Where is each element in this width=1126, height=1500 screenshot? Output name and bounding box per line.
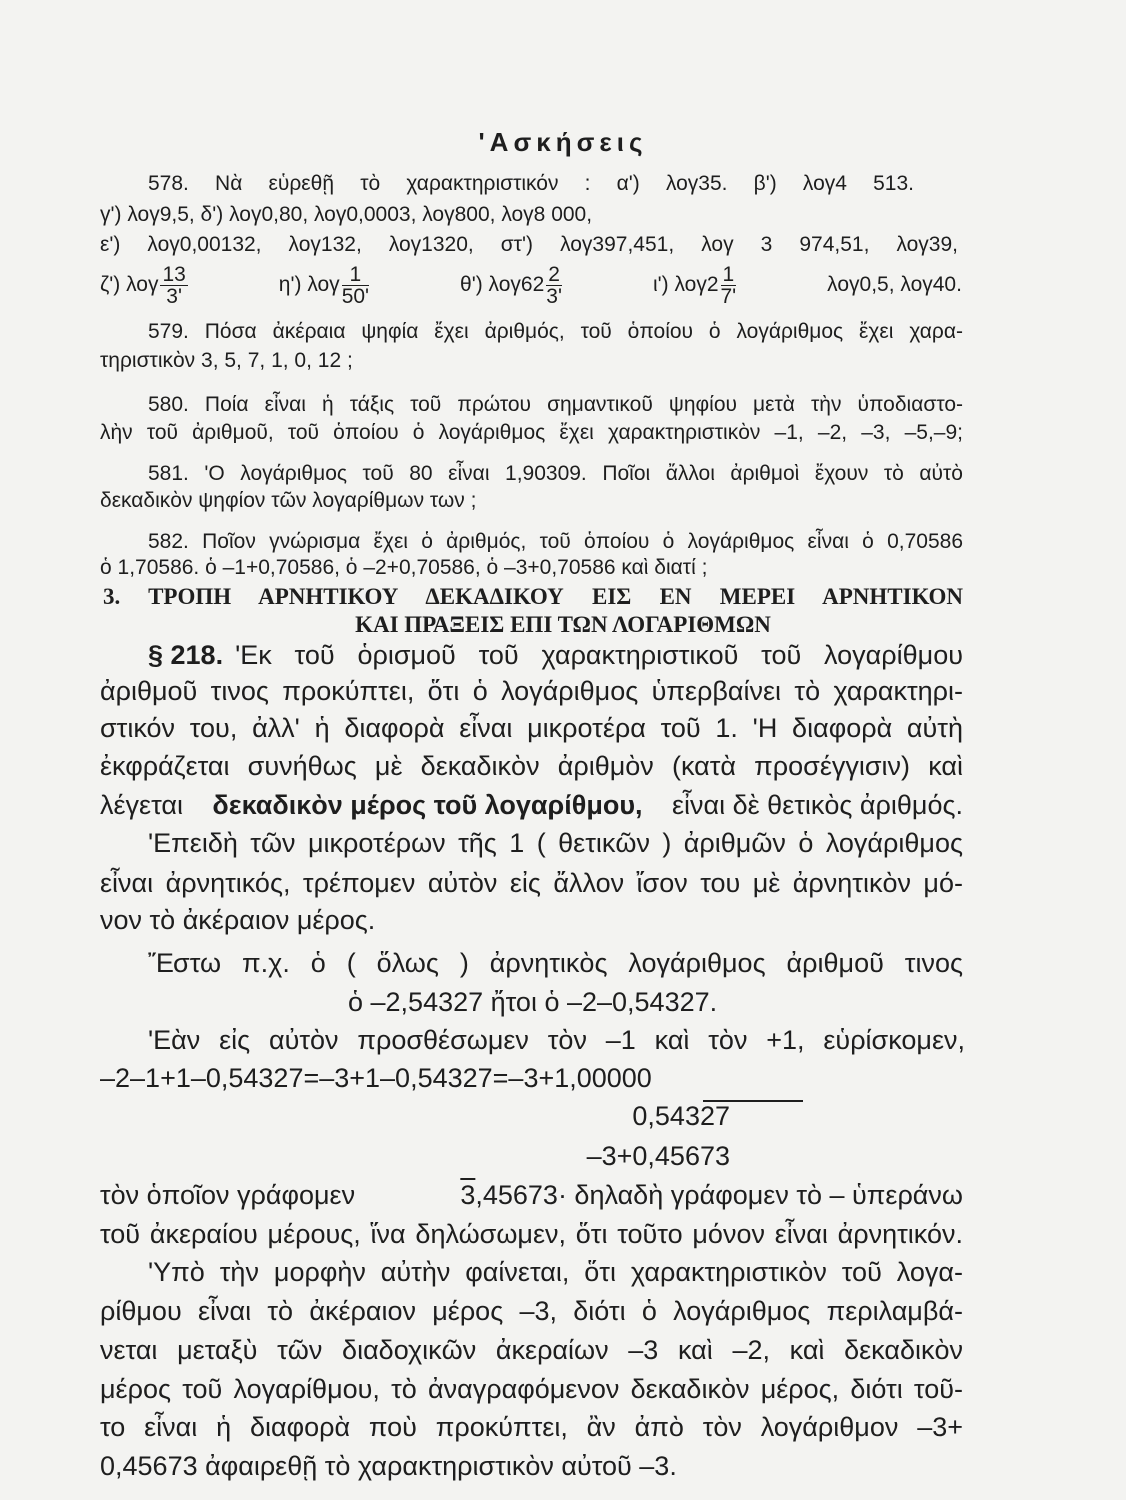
subtraction-rule (703, 1100, 803, 1102)
text-line: 0,45673 ἀφαιρεθῇ τὸ χαρακτηριστικὸν αὐτοῦ –3. (100, 1451, 677, 1481)
exercise-581-line: 581. 'Ο λογάριθμος τοῦ 80 εἶναι 1,90309. Ποῖοι ἄλλοι ἀριθμοὶ ἔχουν τὸ αὐτὸ (148, 462, 963, 485)
tail: λογ0,5, λογ40. (827, 273, 962, 297)
frac-zeta (100, 264, 190, 307)
exercise-582-line: ὁ 1,70586. ὁ –1+0,70586, ὁ –2+0,70586, ὁ –3+0,70586 καὶ διατί ; (100, 556, 708, 579)
exercise-578-line: γ') λογ9,5, δ') λογ0,80, λογ0,0003, λογ800, λογ8 000, (100, 203, 593, 226)
denominator: 50' (341, 285, 370, 308)
numerator: 2 (546, 264, 562, 286)
text-line: 'Εκ τοῦ ὁρισμοῦ τοῦ χαρακτηριστικοῦ τοῦ λογαρίθμου (235, 640, 963, 670)
numerator: 1 (721, 264, 737, 286)
frac-theta (460, 264, 564, 307)
text-line: Ἔστω π.χ. ὁ ( ὅλως ) ἀρνητικὸς λογάριθμος ἀριθμοῦ τινος (148, 948, 963, 978)
exercise-582-line: 582. Ποῖον γνώρισμα ἔχει ὁ ἀριθμός, τοῦ ὁποίου ὁ λογάριθμος εἶναι ὁ 0,70586 (148, 530, 963, 553)
exercise-578-line: 578. Νὰ εὑρεθῇ τὸ χαρακτηριστικόν : α') λογ35. β') λογ4 513. (148, 172, 914, 195)
text: τὸν ὁποῖον γράφομεν (100, 1180, 356, 1210)
exercise-579-line: τηριστικὸν 3, 5, 7, 1, 0, 12 ; (100, 349, 353, 372)
text: ,45673· δηλαδὴ γράφομεν τὸ – ὑπεράνω (475, 1180, 963, 1210)
frac-iota (653, 264, 738, 307)
label: θ') λογ62 (460, 273, 545, 297)
numerator: 1 (342, 264, 369, 286)
text-line (100, 1180, 963, 1211)
text-line: τοῦ ἀκεραίου μέρους, ἵνα δηλώσωμεν, ὅτι τοῦτο μόνον εἶναι ἀρνητικόν. (100, 1219, 963, 1249)
denominator: 3' (546, 285, 562, 308)
frac-eta (279, 264, 371, 307)
bold-term: δεκαδικὸν μέρος τοῦ λογαρίθμου, (212, 790, 643, 820)
overlined-digit: 3 (460, 1180, 476, 1210)
numerator: 13 (162, 263, 186, 286)
text: εἶναι δὲ θετικὸς ἀριθμός. (671, 790, 963, 820)
text-line: νον τὸ ἀκέραιον μέρος. (100, 905, 376, 935)
text-line: εἶναι ἀρνητικός, τρέπομεν αὐτὸν εἰς ἄλλον ἴσον του μὲ ἀρνητικὸν μό- (100, 868, 963, 898)
math-line: 0,54327 (632, 1101, 730, 1131)
denominator: 3' (166, 285, 182, 308)
exercise-580-line: λὴν τοῦ ἀριθμοῦ, τοῦ ὁποίου ὁ λογάριθμος ἔχει χαρακτηριστικὸν –1, –2, –3, –5,–9; (100, 421, 963, 444)
label: η') λογ (278, 273, 340, 297)
exercise-578-line: ε') λογ0,00132, λογ132, λογ1320, στ') λογ397,451, λογ 3 974,51, λογ39, (100, 233, 958, 256)
section-heading: ΚΑΙ ΠΡΑΞΕΙΣ ΕΠΙ ΤΩΝ ΛΟΓΑΡΙΘΜΩΝ (355, 612, 771, 637)
denominator: 7' (720, 285, 737, 308)
text-line: το εἶναι ἡ διαφορὰ ποὺ προκύπτει, ἂν ἀπὸ τὸν λογάριθμον –3+ (100, 1412, 963, 1442)
exercise-579-line: 579. Πόσα ἀκέραια ψηφία ἔχει ἀριθμός, τοῦ ὁποίου ὁ λογάριθμος ἔχει χαρα- (148, 320, 963, 343)
text-line: μέρος τοῦ λογαρίθμου, τὸ ἀναγραφόμενον δεκαδικὸν μέρος, διότι τοῦ- (100, 1374, 963, 1404)
math-line: –2–1+1–0,54327=–3+1–0,54327=–3+1,00000 (100, 1063, 652, 1093)
text-line: 'Εὰν εἰς αὐτὸν προσθέσωμεν τὸν –1 καὶ τὸν +1, εὑρίσκομεν, (148, 1025, 965, 1055)
text-line: ἀριθμοῦ τινος προκύπτει, ὅτι ὁ λογάριθμος ὑπερβαίνει τὸ χαρακτηρι- (100, 676, 963, 706)
label: ι') λογ2 (652, 273, 719, 297)
exercise-580-line: 580. Ποία εἶναι ἡ τάξις τοῦ πρώτου σημαντικοῦ ψηφίου μετὰ τὴν ὑποδιαστο- (148, 393, 963, 416)
paragraph-number: § 218. (148, 640, 224, 670)
bar-notation (460, 1180, 963, 1211)
text-line: 'Επειδὴ τῶν μικροτέρων τῆς 1 ( θετικῶν ) ἀριθμῶν ὁ λογάριθμος (148, 828, 963, 858)
text-line: ὁ –2,54327 ἤτοι ὁ –2–0,54327. (348, 987, 718, 1017)
text-line: στικόν του, ἀλλ' ἡ διαφορὰ εἶναι μικροτέρα τοῦ 1. 'Η διαφορὰ αὐτὴ (100, 713, 963, 743)
text: λέγεται (100, 790, 183, 820)
exercise-578-fractions (100, 264, 962, 307)
exercise-581-line: δεκαδικὸν ψηφίον τῶν λογαρίθμων των ; (100, 489, 477, 512)
paragraph-218-first-line (148, 640, 963, 671)
text-line: ρίθμου εἶναι τὸ ἀκέραιον μέρος –3, διότι ὁ λογάριθμος περιλαμβά- (100, 1296, 963, 1326)
text-line: 'Υπὸ τὴν μορφὴν αὐτὴν φαίνεται, ὅτι χαρακτηριστικὸν τοῦ λογα- (148, 1257, 963, 1287)
label: ζ') λογ (100, 273, 159, 297)
section-heading: 3. ΤΡΟΠΗ ΑΡΝΗΤΙΚΟΥ ΔΕΚΑΔΙΚΟΥ ΕΙΣ ΕΝ ΜΕΡΕΙ ΑΡΝΗΤΙΚΟΝ (103, 584, 963, 609)
exercises-title: 'Ασκήσεις (478, 127, 648, 157)
text-line: νεται μεταξὺ τῶν διαδοχικῶν ἀκεραίων –3 καὶ –2, καὶ δεκαδικὸν (100, 1335, 963, 1365)
text-line (100, 790, 963, 821)
text-line: ἐκφράζεται συνήθως μὲ δεκαδικὸν ἀριθμὸν (κατὰ προσέγγισιν) καὶ (100, 751, 963, 781)
math-line: –3+0,45673 (586, 1141, 730, 1171)
